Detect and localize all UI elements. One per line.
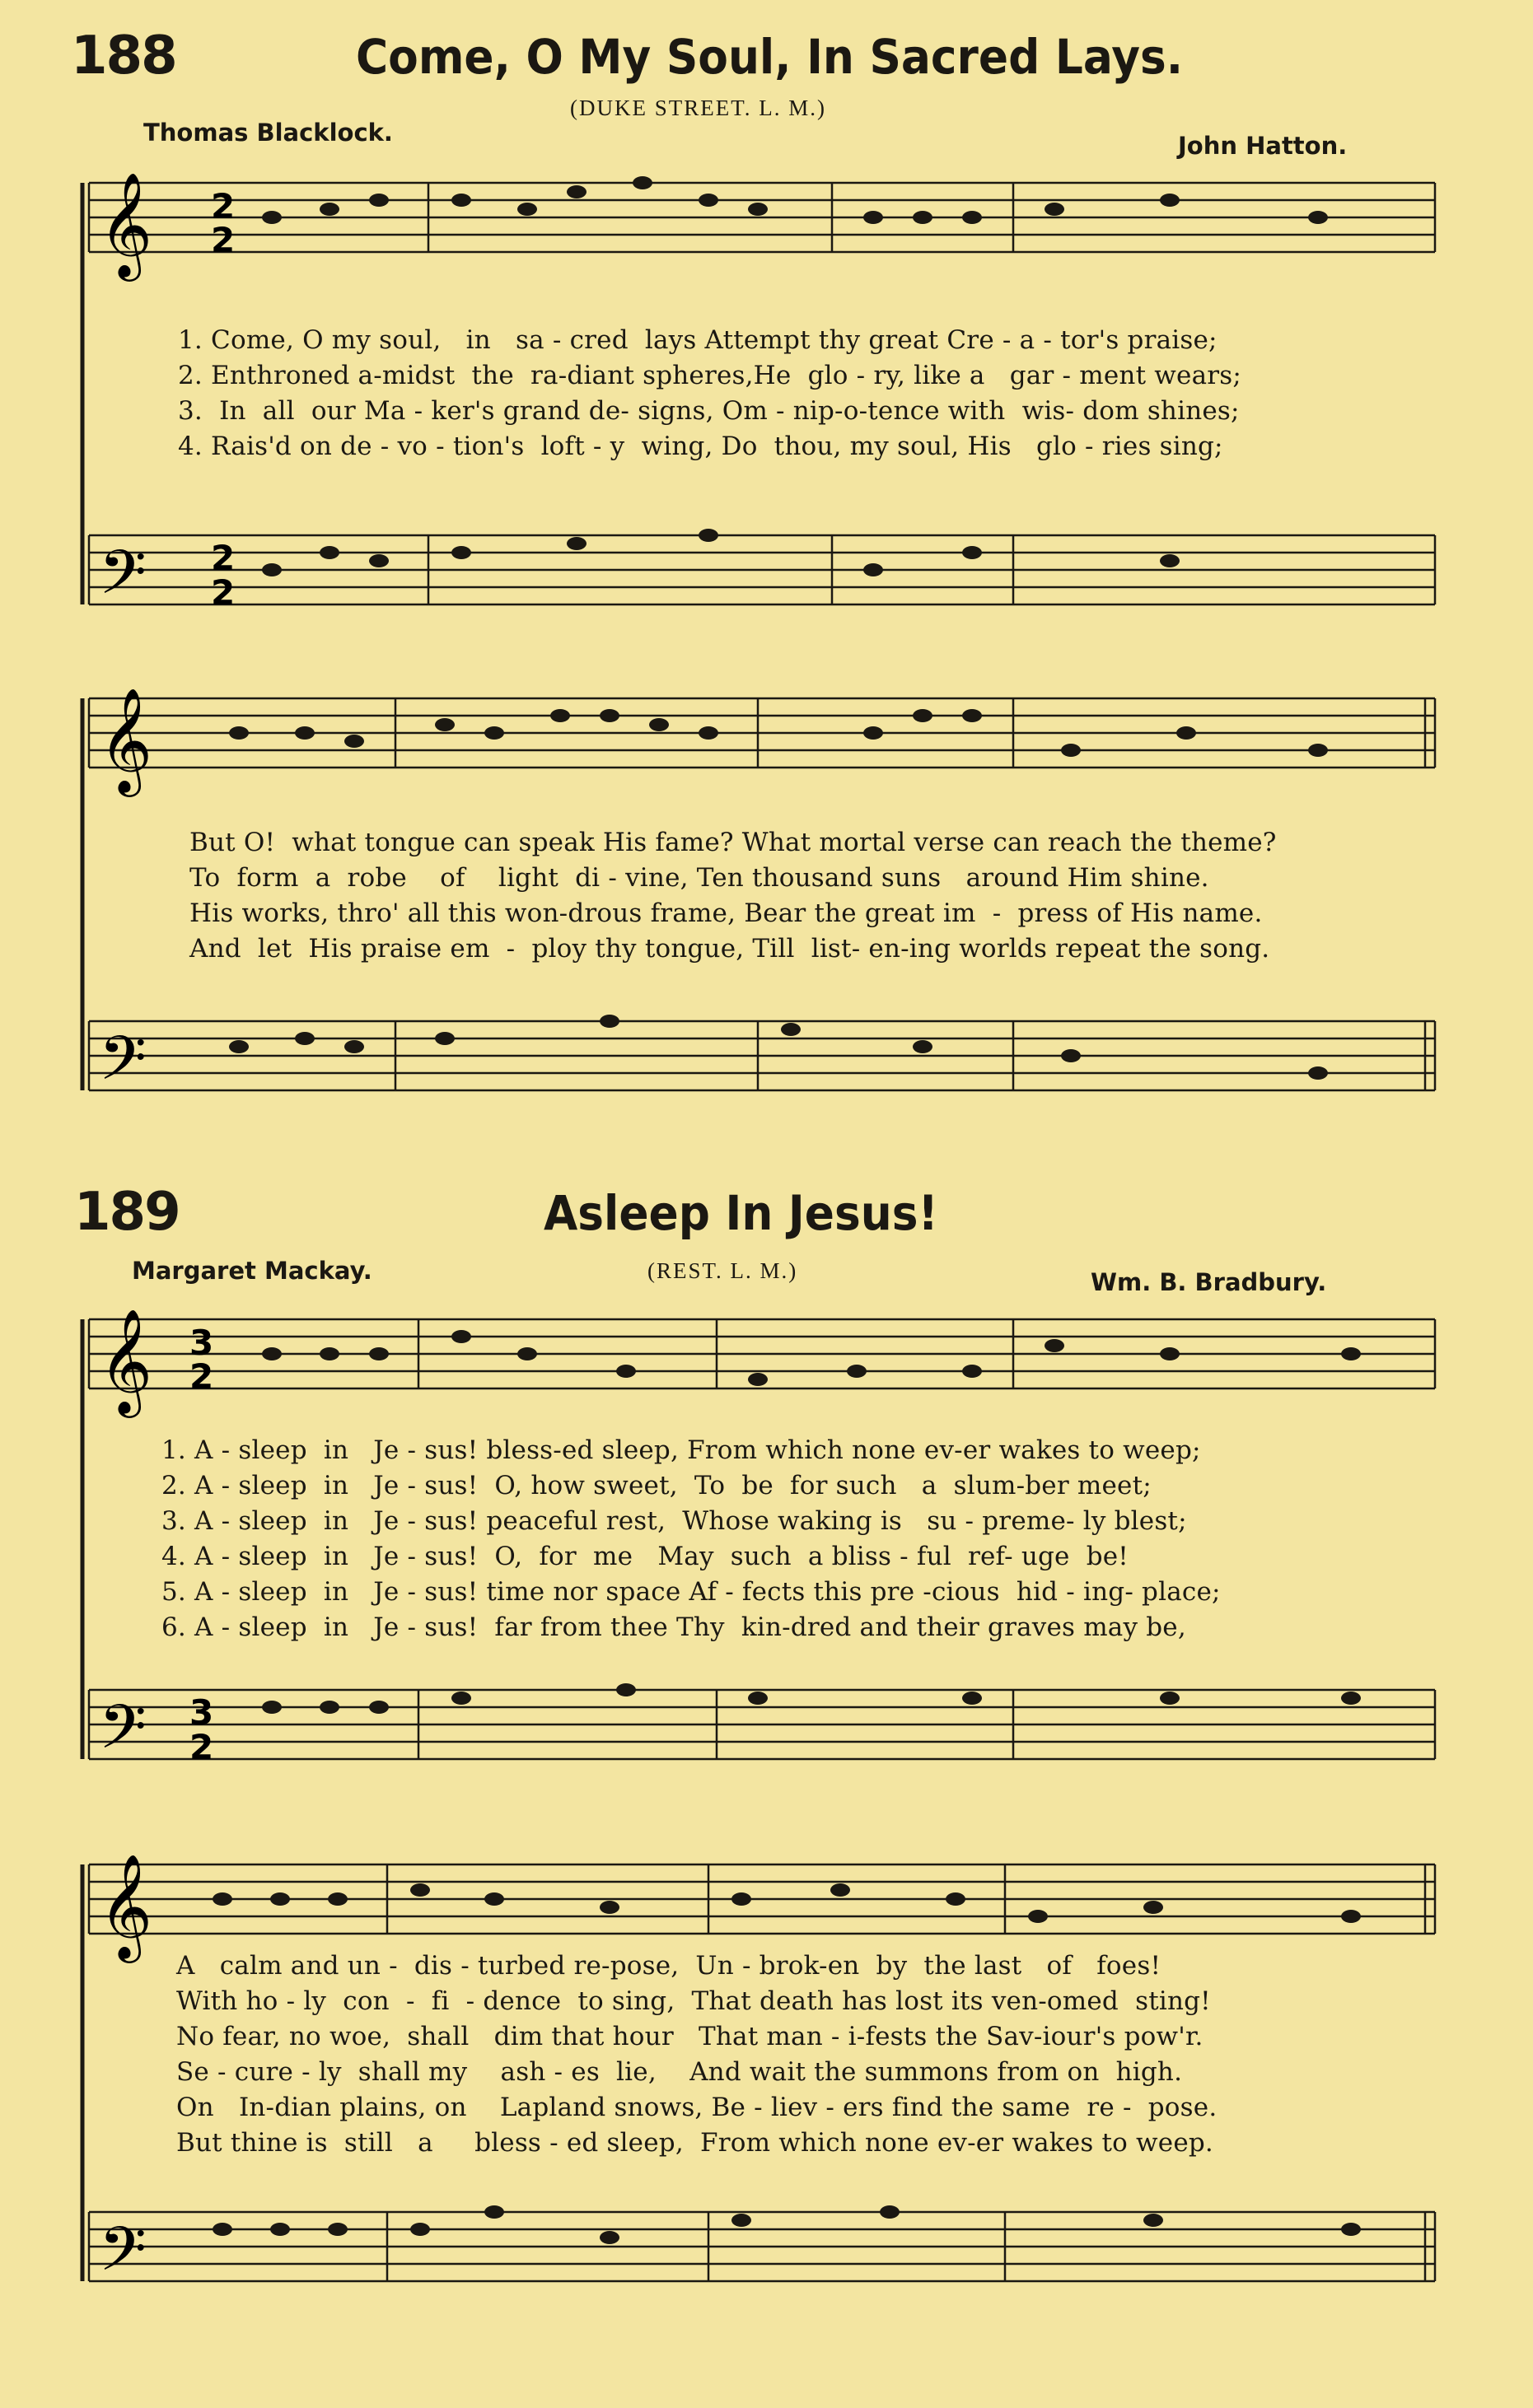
lyric-line: To form a robe of light di - vine, Ten thousand suns around Him shine. [189,863,1209,893]
treble-staff-lines [89,1864,1435,1934]
lyric-line: 2. Enthroned a-midst the ra-diant spheres,He glo - ry, like a gar - ment wears; [178,361,1242,390]
hymn-number: 188 [71,26,176,86]
lyric-line: On In-dian plains, on Lapland snows, Be - liev - ers find the same re - pose. [176,2093,1218,2122]
svg-text:2: 2 [189,1356,214,1397]
lyric-line: 6. A - sleep in Je - sus! far from thee Thy kin-dred and their graves may be, [161,1612,1186,1642]
bass-staff-lines [89,2212,1435,2281]
lyric-line: 4. A - sleep in Je - sus! O, for me May such a bliss - ful ref- uge be! [161,1542,1129,1571]
stanza-lyrics-part2 [189,825,1277,967]
bass-clef-icon: 𝄢 [99,2214,147,2300]
hymn-title: Come, O My Soul, In Sacred Lays. [356,29,1184,85]
svg-text:2: 2 [189,1727,214,1767]
bass-clef-icon: 𝄢 [99,1023,147,1109]
lyric-line: Se - cure - ly shall my ash - es lie, And wait the summons from on high. [176,2057,1183,2087]
svg-text:3: 3 [189,1692,214,1733]
lyric-line: 3. In all our Ma - ker's grand de- signs, Om - nip-o-tence with wis- dom shines; [178,396,1240,426]
svg-text:2: 2 [211,538,236,578]
composer-credit: Wm. B. Bradbury. [1091,1268,1327,1296]
hymn-title: Asleep In Jesus! [544,1185,938,1241]
lyric-line: A calm and un - dis - turbed re-pose, Un - brok-en by the last of foes! [176,1951,1161,1981]
bass-staff-lines [89,1021,1435,1090]
treble-staff-lines [89,698,1435,768]
lyric-line: His works, thro' all this won-drous frame, Bear the great im - press of His name. [189,898,1263,928]
lyric-line: But thine is still a bless - ed sleep, From which none ev-er wakes to weep. [176,2128,1213,2158]
bass-clef-icon: 𝄢 [99,1692,147,1778]
music-staff-system [0,1169,1533,2405]
lyric-line: 1. Come, O my soul, in sa - cred lays Attempt thy great Cre - a - tor's praise; [178,325,1218,355]
treble-clef-icon: 𝄞 [99,1308,153,1413]
svg-text:2: 2 [211,572,236,613]
tune-name: (REST. L. M.) [647,1258,798,1283]
composer-credit: John Hatton. [1178,132,1348,160]
lyric-line: 1. A - sleep in Je - sus! bless-ed sleep, From which none ev-er wakes to weep; [161,1435,1201,1465]
tune-name: (DUKE STREET. L. M.) [570,96,826,120]
treble-clef-icon: 𝄞 [99,1853,153,1958]
bass-staff-lines [89,535,1435,604]
treble-staff-lines [89,183,1435,252]
lyric-line: 4. Rais'd on de - vo - tion's loft - y wing, Do thou, my soul, His glo - ries sing; [178,432,1223,461]
hymn-number: 189 [74,1182,180,1243]
svg-text:2: 2 [211,220,236,260]
author-credit: Margaret Mackay. [132,1257,372,1285]
stanza-lyrics-part1 [178,323,1241,464]
lyric-line: 2. A - sleep in Je - sus! O, how sweet, To be for such a slum-ber meet; [161,1471,1152,1500]
stanza-lyrics-part2 [176,1948,1217,2161]
music-staff-system [0,0,1533,1169]
author-credit: Thomas Blacklock. [143,119,393,147]
lyric-line: 3. A - sleep in Je - sus! peaceful rest, Whose waking is su - preme- ly blest; [161,1506,1187,1536]
lyric-line: No fear, no woe, shall dim that hour That man - i-fests the Sav-iour's pow'r. [176,2022,1203,2051]
bass-clef-icon: 𝄢 [99,537,147,623]
lyric-line: With ho - ly con - fi - dence to sing, That death has lost its ven-omed sting! [176,1986,1211,2016]
treble-clef-icon: 𝄞 [99,687,153,792]
lyric-line: And let His praise em - ploy thy tongue, Till list- en-ing worlds repeat the song. [189,934,1270,964]
lyric-line: 5. A - sleep in Je - sus! time nor space Af - fects this pre -cious hid - ing- place; [161,1577,1221,1607]
treble-clef-icon: 𝄞 [99,171,153,277]
stanza-lyrics-part1 [161,1433,1221,1645]
time-signature: 2 [211,186,236,226]
lyric-line: But O! what tongue can speak His fame? What mortal verse can reach the theme? [189,828,1277,857]
time-signature: 3 [189,1323,214,1363]
